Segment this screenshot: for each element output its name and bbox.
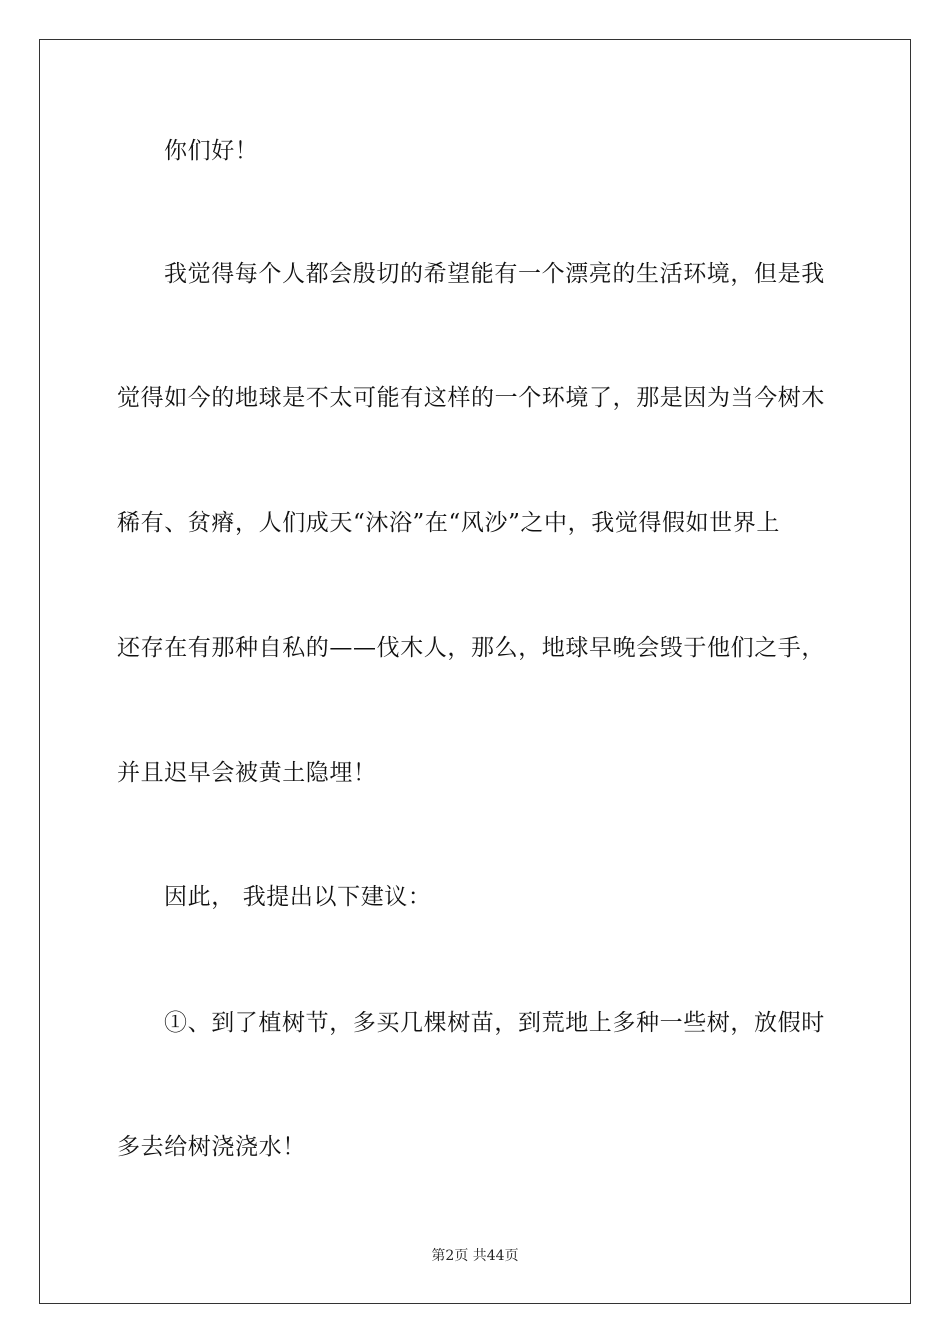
paragraph-line: ①、到了植树节，多买几棵树苗，到荒地上多种一些树，放假时 — [164, 1010, 825, 1036]
paragraph-line: 稀有、贫瘠，人们成天“沐浴”在“风沙”之中，我觉得假如世界上 — [117, 510, 781, 536]
paragraph-line: 多去给树浇浇水！ — [117, 1134, 306, 1160]
paragraph-line: 觉得如今的地球是不太可能有这样的一个环境了，那是因为当今树木 — [117, 385, 825, 411]
page-border — [39, 39, 911, 1304]
paragraph-line: 还存在有那种自私的——伐木人，那么，地球早晚会毁于他们之手， — [117, 635, 825, 661]
greeting-line: 你们好！ — [164, 138, 259, 164]
paragraph-line: 因此， 我提出以下建议： — [164, 884, 432, 910]
paragraph-line: 我觉得每个人都会殷切的希望能有一个漂亮的生活环境，但是我 — [164, 261, 825, 287]
page-number-footer: 第2页 共44页 — [431, 1248, 519, 1264]
paragraph-line: 并且迟早会被黄土隐埋！ — [117, 760, 377, 786]
